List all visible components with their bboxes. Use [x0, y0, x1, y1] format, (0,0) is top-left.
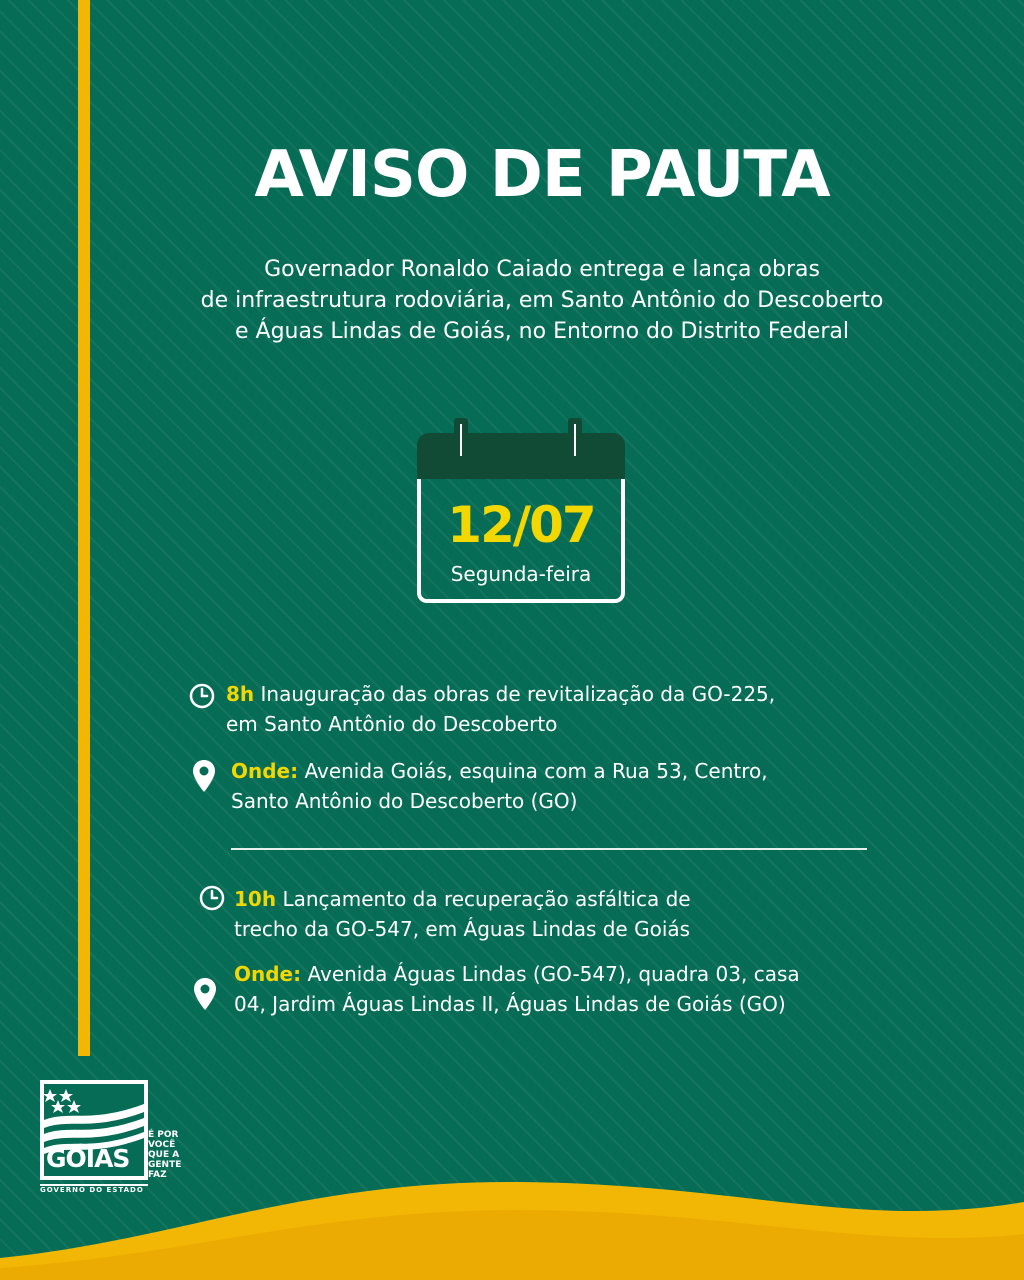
- page-title: AVISO DE PAUTA: [254, 138, 830, 212]
- subtitle-line: de infraestrutura rodoviária, em Santo Antônio do Descoberto: [200, 288, 884, 313]
- clock-icon: [198, 884, 226, 912]
- event-time: 8h: [226, 682, 255, 706]
- logo-subtitle: GOVERNO DO ESTADO: [40, 1186, 144, 1194]
- map-pin-icon: [191, 758, 217, 794]
- event-time: 10h: [234, 887, 277, 911]
- calendar-icon: [417, 418, 625, 603]
- location-text: Avenida Águas Lindas (GO-547), quadra 03, casa: [307, 962, 800, 986]
- event-2-description: [234, 884, 691, 944]
- map-pin-icon: [192, 976, 218, 1012]
- logo-tagline: [148, 1130, 181, 1180]
- event-desc: Lançamento da recuperação asfáltica de: [282, 887, 691, 911]
- location-text: 04, Jardim Águas Lindas II, Águas Lindas de Goiás (GO): [234, 992, 786, 1016]
- event-weekday: Segunda-feira: [450, 562, 592, 586]
- event-1-location: [231, 756, 768, 816]
- event-desc: trecho da GO-547, em Águas Lindas de Goiás: [234, 917, 691, 941]
- tagline-line: QUE A: [148, 1150, 180, 1160]
- tagline-line: É POR: [148, 1130, 179, 1140]
- location-label: Onde:: [231, 759, 299, 783]
- tagline-line: VOCÊ: [148, 1140, 176, 1150]
- event-1-description: [226, 679, 775, 739]
- logo-wordmark: GOIÁS: [46, 1144, 130, 1173]
- location-text: Santo Antônio do Descoberto (GO): [231, 789, 578, 813]
- subtitle-line: Governador Ronaldo Caiado entrega e lança obras: [264, 257, 820, 282]
- subtitle-line: e Águas Lindas de Goiás, no Entorno do Distrito Federal: [235, 319, 849, 344]
- calendar-ring: [568, 418, 582, 462]
- subtitle: [100, 254, 984, 347]
- calendar-header: [417, 433, 625, 479]
- tagline-line: FAZ: [148, 1170, 167, 1180]
- location-text: Avenida Goiás, esquina com a Rua 53, Centro,: [304, 759, 768, 783]
- event-2-location: [234, 959, 800, 1019]
- calendar-ring: [454, 418, 468, 462]
- location-label: Onde:: [234, 962, 302, 986]
- goias-logo: [40, 1080, 200, 1200]
- divider: [231, 848, 867, 850]
- event-date: 12/07: [447, 496, 595, 554]
- clock-icon: [188, 682, 216, 710]
- event-desc: em Santo Antônio do Descoberto: [226, 712, 558, 736]
- event-desc: Inauguração das obras de revitalização da GO-225,: [260, 682, 776, 706]
- tagline-line: GENTE: [148, 1160, 182, 1170]
